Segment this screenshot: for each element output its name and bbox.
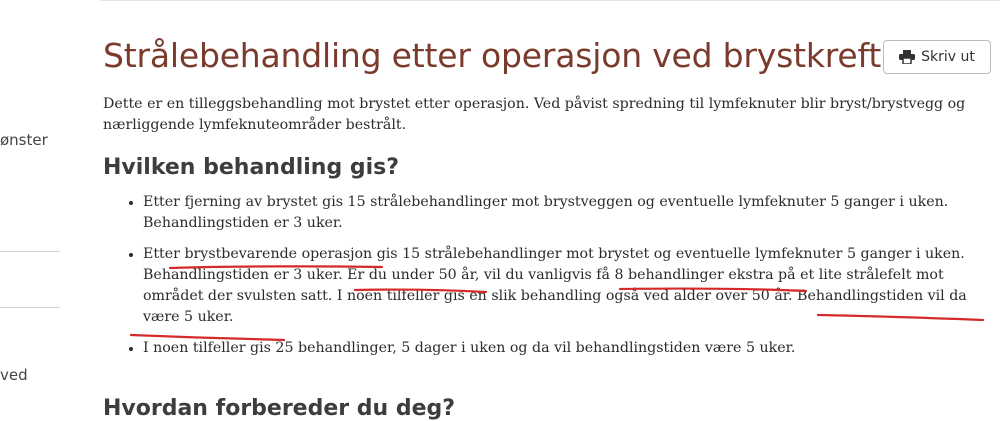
article <box>103 0 993 421</box>
sidebar-divider <box>0 251 60 252</box>
list-item: • Etter fjerning av brystet gis 15 strålebehandlinger mot brystveggen og eventuelle lymfeknuter 5 ganger i uken. Behandlingstiden er 3 uker. <box>143 192 993 234</box>
page-title: Strålebehandling etter operasjon ved brystkreft <box>103 36 882 75</box>
print-button-label: Skriv ut <box>921 49 975 65</box>
section-heading: Hvilken behandling gis? <box>103 155 400 180</box>
print-button[interactable] <box>883 40 991 74</box>
list-item: • Etter brystbevarende operasjon gis 15 strålebehandlinger mot brystet og eventuelle lymfeknuter 5 ganger i uken. Behandlingstiden er 3 uker. Er du under 50 år, vil du vanligvis få 8 behandlinger ekstra på et lite strålefelt mot området der svulsten satt. I noen tilfeller gis en slik behandling også ved alder over 50 år. Behandlingstiden vil da være 5 uker. <box>143 244 993 328</box>
sidebar-divider <box>0 307 60 308</box>
list-item: • I noen tilfeller gis 25 behandlinger, 5 dager i uken og da vil behandlingstiden være 5 uker. <box>143 338 993 359</box>
intro-paragraph: Dette er en tilleggsbehandling mot brystet etter operasjon. Ved påvist spredning til lymfeknuter blir bryst/brystvegg og nærliggende lymfeknuteområder bestrålt. <box>103 96 966 133</box>
next-section-heading: Hvordan forbereder du deg? <box>103 396 456 421</box>
sidebar-link-fragment[interactable]: ved <box>0 366 28 384</box>
printer-icon <box>899 50 915 64</box>
sidebar-link-fragment[interactable]: ønster <box>0 131 48 149</box>
treatment-list <box>103 192 993 369</box>
left-sidebar <box>0 0 70 412</box>
